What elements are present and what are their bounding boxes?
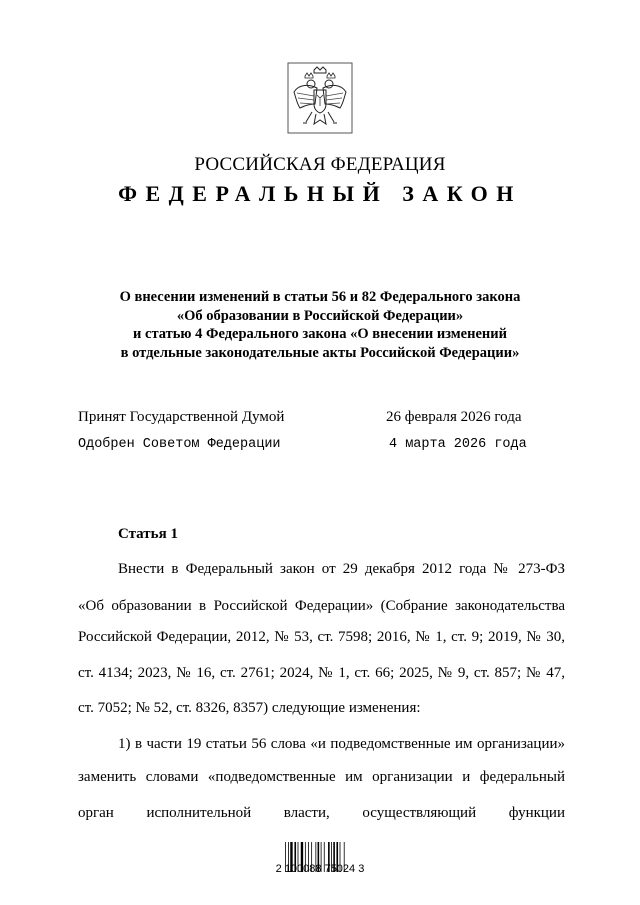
law-title-line: и статью 4 Федерального закона «О внесении изменений: [133, 326, 507, 342]
approved-by-federation-council-date: 4 марта 2026 года: [389, 437, 527, 452]
law-title-line: О внесении изменений в статьи 56 и 82 Федерального закона: [119, 289, 521, 305]
article-text-line: заменить словами «подведомственные им организации и федеральный: [78, 769, 565, 785]
law-title-line: «Об образовании в Российской Федерации»: [176, 307, 464, 324]
adopted-by-duma-label: Принят Государственной Думой: [78, 409, 285, 425]
country-name: РОССИЙСКАЯ ФЕДЕРАЦИЯ: [194, 154, 446, 175]
adopted-by-duma-date: 26 февраля 2026 года: [386, 409, 522, 425]
law-title: [0, 288, 640, 362]
article-text-line: 1) в части 19 статьи 56 слова «и подведомственные им организации»: [118, 736, 565, 752]
article-text-line: ст. 4134; 2023, № 16, ст. 2761; 2024, № 1, ст. 66; 2025, № 9, ст. 857; № 47,: [78, 665, 565, 681]
barcode-number: 2 100088 75024 3: [275, 863, 365, 875]
approved-by-federation-council-label: Одобрен Советом Федерации: [78, 437, 281, 452]
law-type-heading: ФЕДЕРАЛЬНЫЙ ЗАКОН: [118, 181, 522, 206]
article-heading: Статья 1: [118, 526, 178, 542]
russian-coat-of-arms-icon: [287, 62, 353, 134]
article-text-line: орган исполнительной власти, осуществляющий функции: [78, 805, 565, 821]
article-text-line: Внести в Федеральный закон от 29 декабря 2012 года № 273-ФЗ: [118, 561, 565, 577]
article-text-line: ст. 7052; № 52, ст. 8326, 8357) следующие изменения:: [78, 700, 421, 716]
article-text-line: Российской Федерации, 2012, № 53, ст. 7598; 2016, № 1, ст. 9; 2019, № 30,: [78, 629, 565, 645]
law-title-line: в отдельные законодательные акты Российской Федерации»: [120, 344, 520, 361]
article-text-line: «Об образовании в Российской Федерации» (Собрание законодательства: [78, 598, 565, 614]
